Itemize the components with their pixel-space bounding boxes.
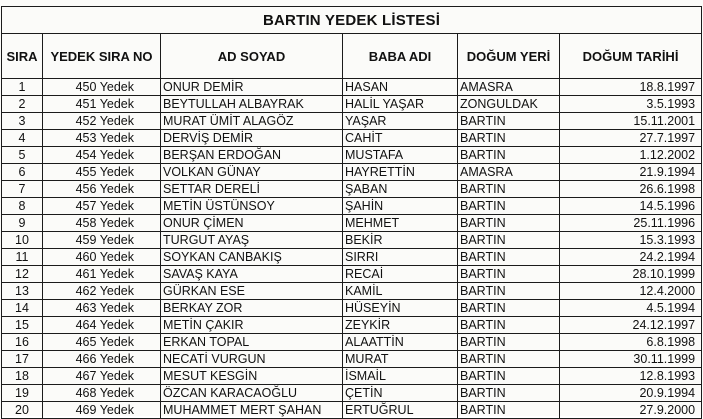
cell-baba-adi: ÇETİN [343, 385, 458, 402]
cell-dogum-yeri: AMASRA [458, 79, 560, 96]
cell-ad-soyad: ONUR ÇİMEN [161, 215, 343, 232]
cell-dogum-yeri: BARTIN [458, 181, 560, 198]
cell-dogum-tarihi: 30.11.1999 [560, 351, 702, 368]
cell-ad-soyad: DERVİŞ DEMİR [161, 130, 343, 147]
column-header-ad-soyad: AD SOYAD [161, 34, 343, 79]
cell-dogum-yeri: BARTIN [458, 351, 560, 368]
cell-dogum-yeri: BARTIN [458, 300, 560, 317]
cell-dogum-yeri: BARTIN [458, 215, 560, 232]
table-row [2, 334, 702, 351]
column-header-sira: SIRA [2, 34, 43, 79]
cell-dogum-yeri: BARTIN [458, 334, 560, 351]
cell-yedek-sira-no: 453 Yedek [43, 130, 161, 147]
cell-dogum-yeri: BARTIN [458, 266, 560, 283]
cell-baba-adi: İSMAİL [343, 368, 458, 385]
table-row [2, 181, 702, 198]
cell-baba-adi: ALAATTİN [343, 334, 458, 351]
cell-dogum-tarihi: 21.9.1994 [560, 164, 702, 181]
column-header-dogum-yeri: DOĞUM YERİ [458, 34, 560, 79]
table-row [2, 385, 702, 402]
cell-dogum-tarihi: 24.2.1994 [560, 249, 702, 266]
table-row [2, 198, 702, 215]
cell-yedek-sira-no: 452 Yedek [43, 113, 161, 130]
cell-yedek-sira-no: 469 Yedek [43, 402, 161, 419]
cell-ad-soyad: SAVAŞ KAYA [161, 266, 343, 283]
cell-baba-adi: MUSTAFA [343, 147, 458, 164]
cell-yedek-sira-no: 465 Yedek [43, 334, 161, 351]
header-row [2, 34, 702, 79]
cell-ad-soyad: SOYKAN CANBAKIŞ [161, 249, 343, 266]
table-row [2, 113, 702, 130]
cell-ad-soyad: METİN ÇAKIR [161, 317, 343, 334]
table-body [2, 79, 702, 419]
cell-dogum-tarihi: 12.8.1993 [560, 368, 702, 385]
column-header-yedek-sira-no: YEDEK SIRA NO [43, 34, 161, 79]
table-row [2, 300, 702, 317]
cell-ad-soyad: BERKAY ZOR [161, 300, 343, 317]
cell-sira: 14 [2, 300, 43, 317]
cell-dogum-yeri: BARTIN [458, 113, 560, 130]
cell-yedek-sira-no: 467 Yedek [43, 368, 161, 385]
cell-sira: 18 [2, 368, 43, 385]
cell-baba-adi: ERTUĞRUL [343, 402, 458, 419]
cell-ad-soyad: ÖZCAN KARACAOĞLU [161, 385, 343, 402]
cell-baba-adi: CAHİT [343, 130, 458, 147]
cell-sira: 15 [2, 317, 43, 334]
cell-baba-adi: ZEYKİR [343, 317, 458, 334]
cell-baba-adi: HASAN [343, 79, 458, 96]
table-row [2, 96, 702, 113]
table-row [2, 317, 702, 334]
cell-ad-soyad: BEYTULLAH ALBAYRAK [161, 96, 343, 113]
cell-dogum-yeri: BARTIN [458, 130, 560, 147]
cell-sira: 4 [2, 130, 43, 147]
cell-baba-adi: SIRRI [343, 249, 458, 266]
cell-ad-soyad: VOLKAN GÜNAY [161, 164, 343, 181]
cell-dogum-tarihi: 15.3.1993 [560, 232, 702, 249]
reserve-list-table [1, 6, 702, 419]
cell-dogum-tarihi: 3.5.1993 [560, 96, 702, 113]
cell-dogum-tarihi: 4.5.1994 [560, 300, 702, 317]
cell-baba-adi: MURAT [343, 351, 458, 368]
cell-baba-adi: HAYRETTİN [343, 164, 458, 181]
cell-sira: 20 [2, 402, 43, 419]
cell-dogum-tarihi: 26.6.1998 [560, 181, 702, 198]
cell-yedek-sira-no: 459 Yedek [43, 232, 161, 249]
column-header-dogum-tarihi: DOĞUM TARİHİ [560, 34, 702, 79]
cell-sira: 3 [2, 113, 43, 130]
cell-yedek-sira-no: 450 Yedek [43, 79, 161, 96]
cell-baba-adi: HÜSEYİN [343, 300, 458, 317]
cell-dogum-tarihi: 28.10.1999 [560, 266, 702, 283]
cell-ad-soyad: ERKAN TOPAL [161, 334, 343, 351]
cell-yedek-sira-no: 451 Yedek [43, 96, 161, 113]
table-row [2, 266, 702, 283]
cell-yedek-sira-no: 456 Yedek [43, 181, 161, 198]
cell-dogum-tarihi: 27.7.1997 [560, 130, 702, 147]
cell-dogum-tarihi: 18.8.1997 [560, 79, 702, 96]
cell-yedek-sira-no: 460 Yedek [43, 249, 161, 266]
cell-dogum-tarihi: 25.11.1996 [560, 215, 702, 232]
table-row [2, 164, 702, 181]
cell-baba-adi: BEKİR [343, 232, 458, 249]
cell-sira: 7 [2, 181, 43, 198]
cell-dogum-tarihi: 12.4.2000 [560, 283, 702, 300]
cell-sira: 8 [2, 198, 43, 215]
cell-dogum-yeri: BARTIN [458, 368, 560, 385]
cell-sira: 10 [2, 232, 43, 249]
cell-yedek-sira-no: 458 Yedek [43, 215, 161, 232]
cell-yedek-sira-no: 455 Yedek [43, 164, 161, 181]
table-row [2, 79, 702, 96]
cell-dogum-tarihi: 15.11.2001 [560, 113, 702, 130]
cell-sira: 16 [2, 334, 43, 351]
page-title: BARTIN YEDEK LİSTESİ [2, 7, 702, 34]
table-row [2, 249, 702, 266]
cell-sira: 17 [2, 351, 43, 368]
cell-sira: 1 [2, 79, 43, 96]
cell-dogum-tarihi: 1.12.2002 [560, 147, 702, 164]
column-header-baba-adi: BABA ADI [343, 34, 458, 79]
cell-ad-soyad: SETTAR DERELİ [161, 181, 343, 198]
cell-dogum-yeri: ZONGULDAK [458, 96, 560, 113]
cell-baba-adi: RECAİ [343, 266, 458, 283]
cell-dogum-tarihi: 27.9.2000 [560, 402, 702, 419]
table-row [2, 147, 702, 164]
cell-yedek-sira-no: 462 Yedek [43, 283, 161, 300]
cell-sira: 9 [2, 215, 43, 232]
cell-dogum-yeri: BARTIN [458, 283, 560, 300]
cell-ad-soyad: TURGUT AYAŞ [161, 232, 343, 249]
cell-ad-soyad: NECATİ VURGUN [161, 351, 343, 368]
cell-dogum-yeri: BARTIN [458, 198, 560, 215]
cell-dogum-tarihi: 20.9.1994 [560, 385, 702, 402]
cell-baba-adi: YAŞAR [343, 113, 458, 130]
cell-ad-soyad: MURAT ÜMİT ALAGÖZ [161, 113, 343, 130]
cell-ad-soyad: BERŞAN ERDOĞAN [161, 147, 343, 164]
cell-ad-soyad: METİN ÜSTÜNSOY [161, 198, 343, 215]
cell-dogum-tarihi: 24.12.1997 [560, 317, 702, 334]
cell-yedek-sira-no: 461 Yedek [43, 266, 161, 283]
cell-ad-soyad: MESUT KESGİN [161, 368, 343, 385]
cell-baba-adi: ŞAHİN [343, 198, 458, 215]
cell-baba-adi: HALİL YAŞAR [343, 96, 458, 113]
cell-sira: 19 [2, 385, 43, 402]
cell-sira: 12 [2, 266, 43, 283]
cell-baba-adi: ŞABAN [343, 181, 458, 198]
cell-ad-soyad: GÜRKAN ESE [161, 283, 343, 300]
cell-sira: 6 [2, 164, 43, 181]
cell-yedek-sira-no: 468 Yedek [43, 385, 161, 402]
cell-yedek-sira-no: 466 Yedek [43, 351, 161, 368]
cell-yedek-sira-no: 457 Yedek [43, 198, 161, 215]
table-row [2, 351, 702, 368]
table-row [2, 283, 702, 300]
cell-baba-adi: MEHMET [343, 215, 458, 232]
cell-dogum-yeri: BARTIN [458, 249, 560, 266]
cell-yedek-sira-no: 464 Yedek [43, 317, 161, 334]
cell-dogum-tarihi: 6.8.1998 [560, 334, 702, 351]
cell-yedek-sira-no: 463 Yedek [43, 300, 161, 317]
cell-dogum-yeri: AMASRA [458, 164, 560, 181]
table-row [2, 215, 702, 232]
cell-dogum-yeri: BARTIN [458, 317, 560, 334]
table-row [2, 368, 702, 385]
table-row [2, 130, 702, 147]
cell-dogum-yeri: BARTIN [458, 402, 560, 419]
cell-ad-soyad: MUHAMMET MERT ŞAHAN [161, 402, 343, 419]
cell-dogum-yeri: BARTIN [458, 147, 560, 164]
cell-dogum-yeri: BARTIN [458, 232, 560, 249]
cell-sira: 13 [2, 283, 43, 300]
table-row [2, 232, 702, 249]
cell-dogum-tarihi: 14.5.1996 [560, 198, 702, 215]
cell-ad-soyad: ONUR DEMİR [161, 79, 343, 96]
cell-sira: 5 [2, 147, 43, 164]
cell-yedek-sira-no: 454 Yedek [43, 147, 161, 164]
cell-baba-adi: KAMİL [343, 283, 458, 300]
cell-sira: 11 [2, 249, 43, 266]
cell-sira: 2 [2, 96, 43, 113]
cell-dogum-yeri: BARTIN [458, 385, 560, 402]
